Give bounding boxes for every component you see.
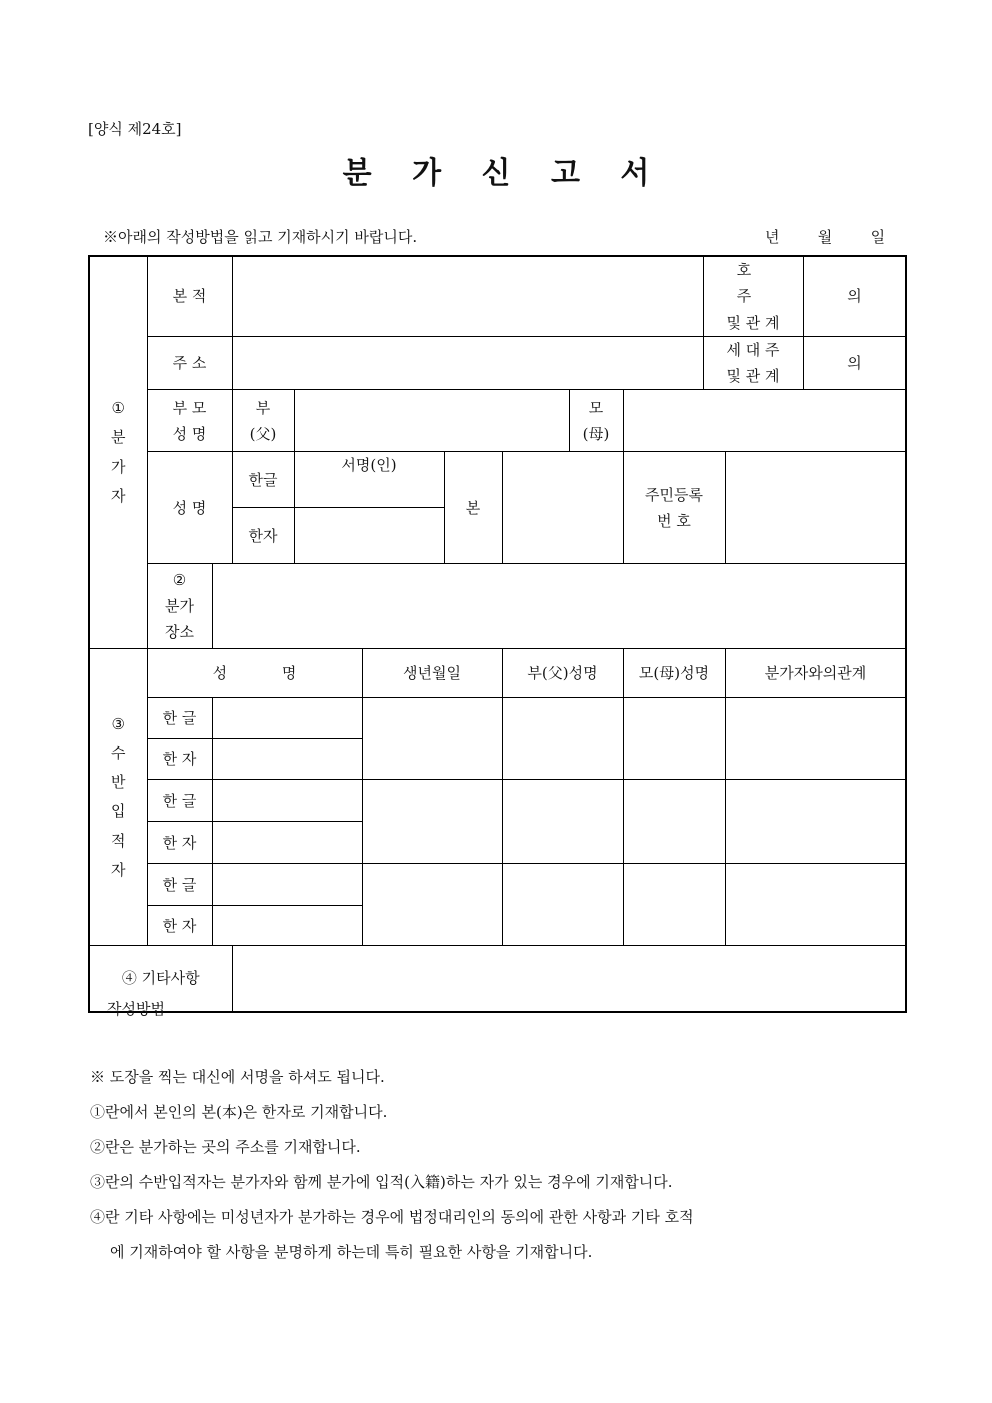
label-line: 모	[588, 398, 604, 417]
father-name-input[interactable]	[502, 780, 623, 864]
form-title	[0, 148, 992, 192]
day-label: 일	[870, 228, 886, 246]
instruction-line: 에 기재하여야 할 사항을 분명하게 하는데 특히 필요한 사항을 기재합니다.	[110, 1243, 593, 1261]
bon-label: 본	[444, 452, 502, 564]
hanja-name-input[interactable]	[212, 906, 362, 946]
hoju-relation-input[interactable]	[803, 256, 906, 336]
title-char: 가	[412, 156, 442, 191]
section3-char: 수	[111, 743, 126, 762]
bonjeok-input[interactable]	[232, 256, 703, 336]
instructions-list	[90, 1060, 910, 1270]
instruction-line: ①란에서 본인의 본(本)은 한자로 기재합니다.	[90, 1103, 388, 1121]
hanja-name-input[interactable]	[294, 508, 444, 564]
juso-label: 주 소	[147, 336, 232, 390]
hangul-label: 한글	[232, 452, 294, 508]
section1-char: 분	[111, 428, 126, 447]
mother-name-input[interactable]	[623, 698, 725, 780]
hangul-name-input[interactable]	[212, 864, 362, 906]
section1-char: 자	[111, 486, 126, 505]
col-header-father: 부(父)성명	[502, 649, 623, 698]
month-label: 월	[817, 228, 833, 246]
father-name-input[interactable]	[294, 390, 569, 452]
birthdate-input[interactable]	[362, 780, 502, 864]
signature-label: 서명(인)	[341, 456, 397, 475]
name-label: 성 명	[147, 452, 232, 564]
bonjeok-label: 본 적	[147, 256, 232, 336]
bon-input[interactable]	[502, 452, 623, 564]
section4-label: ④ 기타사항	[89, 946, 232, 1012]
section3-char: 반	[111, 773, 126, 791]
instruction-line: ④란 기타 사항에는 미성년자가 분가하는 경우에 법정대리인의 동의에 관한 사항과 기타 호적	[90, 1208, 694, 1226]
col-header-name: 성 명	[147, 649, 362, 698]
relation-input[interactable]	[725, 780, 906, 864]
birthdate-input[interactable]	[362, 864, 502, 946]
mother-name-input[interactable]	[623, 390, 906, 452]
section1-label	[89, 256, 147, 649]
father-name-input[interactable]	[502, 698, 623, 780]
hangul-label: 한 글	[147, 698, 212, 739]
hanja-name-input[interactable]	[212, 739, 362, 780]
label-line: 주민등록	[645, 485, 703, 504]
hanja-label: 한자	[232, 508, 294, 564]
label-line: 분가	[165, 597, 194, 616]
juso-input[interactable]	[232, 336, 703, 390]
instruction-line: ③란의 수반입적자는 분가자와 함께 분가에 입적(入籍)하는 자가 있는 경우에 기재합니다.	[90, 1173, 673, 1191]
instruction-line: ②란은 분가하는 곳의 주소를 기재합니다.	[90, 1138, 361, 1156]
form-number: [양식 제24호]	[88, 120, 182, 138]
instruction-line: ※ 도장을 찍는 대신에 서명을 하셔도 됩니다.	[90, 1068, 385, 1086]
section2-label	[147, 564, 212, 649]
parents-label	[147, 390, 232, 452]
hanja-name-input[interactable]	[212, 822, 362, 864]
section3-char: 입	[111, 802, 126, 821]
hangul-label: 한 글	[147, 780, 212, 822]
label-line: 부 모	[172, 398, 207, 417]
label-line: 및 관 계	[726, 313, 780, 332]
col-header-birth: 생년월일	[362, 649, 502, 698]
label-line: 호 주	[736, 261, 770, 306]
father-label	[232, 390, 294, 452]
year-label: 년	[765, 228, 780, 246]
mother-name-input[interactable]	[623, 864, 725, 946]
title-char: 서	[620, 156, 650, 191]
rrn-label	[623, 452, 725, 564]
hanja-label: 한 자	[147, 739, 212, 780]
other-matters-input[interactable]	[232, 946, 906, 1012]
ui-suffix: 의	[847, 353, 862, 372]
section3-char: 자	[111, 860, 126, 879]
hanja-label: 한 자	[147, 822, 212, 864]
hangul-label: 한 글	[147, 864, 212, 906]
mother-label	[569, 390, 623, 452]
section3-label	[89, 649, 147, 946]
birthdate-input[interactable]	[362, 698, 502, 780]
label-line: 부	[255, 398, 271, 417]
father-name-input[interactable]	[502, 864, 623, 946]
section3-char: 적	[111, 831, 126, 850]
hanja-label: 한 자	[147, 906, 212, 946]
title-char: 분	[342, 156, 372, 191]
title-char: 신	[481, 156, 511, 191]
label-line: 성 명	[172, 424, 207, 443]
sedaeju-relation-input[interactable]	[803, 336, 906, 390]
label-line: (父)	[249, 424, 277, 443]
branch-place-input[interactable]	[212, 564, 906, 649]
section1-char: 가	[111, 457, 126, 476]
sedaeju-relation-label	[703, 336, 803, 390]
section2-number: ②	[172, 570, 187, 589]
section1-number: ①	[111, 399, 125, 418]
title-char: 고	[550, 156, 580, 191]
notice-text: ※아래의 작성방법을 읽고 기재하시기 바랍니다.	[103, 228, 418, 246]
label-line: 번 호	[657, 511, 691, 530]
section3-number: ③	[111, 714, 125, 733]
hangul-name-input[interactable]	[212, 780, 362, 822]
relation-input[interactable]	[725, 864, 906, 946]
mother-name-input[interactable]	[623, 780, 725, 864]
label-line: 장소	[165, 623, 194, 642]
label-line: 및 관 계	[726, 367, 780, 385]
hoju-relation-label	[703, 256, 803, 336]
relation-input[interactable]	[725, 698, 906, 780]
ui-suffix: 의	[847, 287, 862, 306]
report-form-table	[88, 255, 907, 1013]
col-header-mother: 모(母)성명	[623, 649, 725, 698]
col-header-relation: 분가자와의관계	[725, 649, 906, 698]
hangul-name-input[interactable]	[212, 698, 362, 739]
hangul-name-input[interactable]	[294, 452, 444, 508]
rrn-input[interactable]	[725, 452, 906, 564]
instructions-title: 작성방법	[107, 1000, 165, 1018]
label-line: 세 대 주	[726, 340, 780, 359]
date-field[interactable]	[765, 226, 919, 247]
label-line: (母)	[582, 424, 610, 443]
